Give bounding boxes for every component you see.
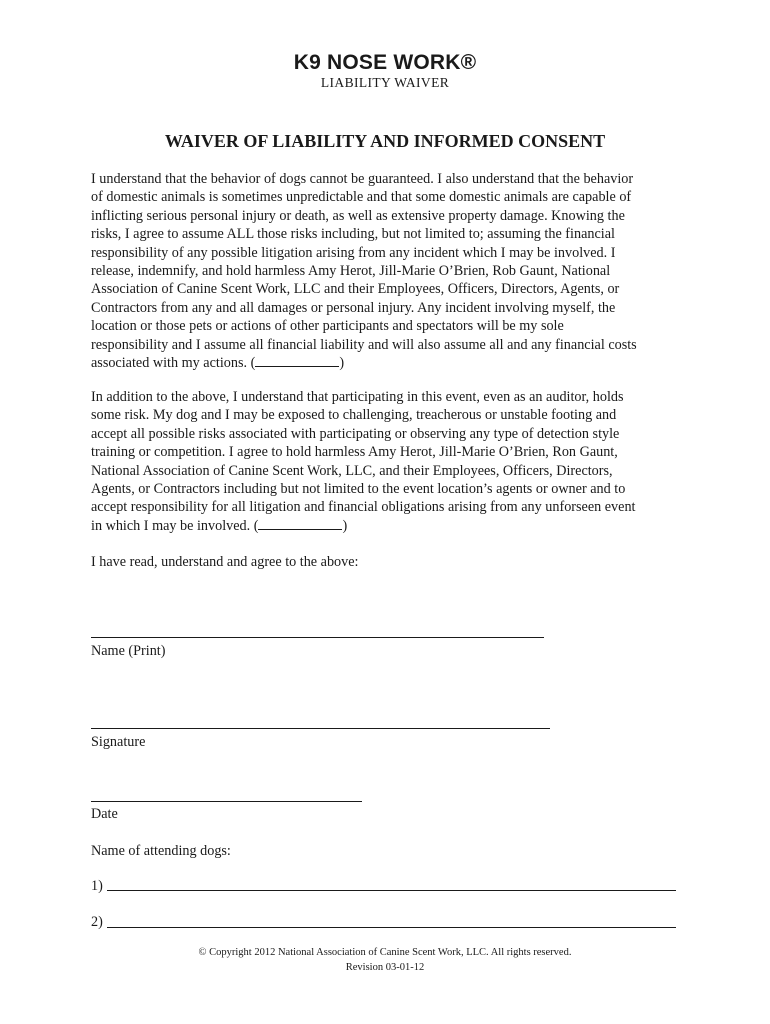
paragraph-line: release, indemnify, and hold harmless Amy Herot, Jill-Marie O’Brien, Rob Gaunt, National (91, 263, 611, 280)
paragraph-line: some risk. My dog and I may be exposed to challenging, treacherous or unstable footing and (91, 407, 617, 424)
paragraph-line: I understand that the behavior of dogs cannot be guaranteed. I also understand that the behavior (91, 171, 634, 187)
date-field[interactable] (91, 801, 362, 802)
close-paren: ) (342, 517, 348, 534)
paragraph-line: accept all possible risks associated with participating or observing any type of detection style (91, 425, 620, 442)
paragraph-line: of domestic animals is sometimes unpredictable and that some domestic animals are capable of (91, 189, 632, 206)
attending-dogs-label: Name of attending dogs: (91, 843, 231, 859)
dog-2-field[interactable] (107, 927, 676, 928)
paragraph-line-last (91, 354, 671, 372)
document-title: K9 NOSE WORK® (293, 51, 477, 74)
document-subtitle: LIABILITY WAIVER (320, 75, 450, 90)
dog-2-label: 2) (91, 914, 103, 930)
signature-field[interactable] (91, 728, 550, 729)
initials-field-1[interactable] (255, 354, 339, 367)
paragraph-line: responsibility and I assume all financial liability and will also assume all and any financial costs (91, 336, 637, 353)
paragraph-line: risks, I agree to assume ALL those risks including, but not limited to; assuming the financial (91, 226, 615, 243)
paragraph-line-text: in which I may be involved. ( (91, 517, 259, 534)
paragraph-line: accept responsibility for all litigation and financial obligations arising from any unforseen event (91, 499, 636, 516)
paragraph-line: In addition to the above, I understand that participating in this event, even as an auditor, holds (91, 389, 624, 405)
paragraph-line: Association of Canine Scent Work, LLC and their Employees, Officers, Directors, Agents, or (91, 281, 620, 298)
name-print-label: Name (Print) (91, 643, 166, 659)
paragraph-line: location or those pets or actions of other participants and spectators will be my sole (91, 318, 564, 335)
name-print-field[interactable] (91, 637, 544, 638)
close-paren: ) (339, 355, 345, 372)
waiver-heading: WAIVER OF LIABILITY AND INFORMED CONSENT (164, 131, 606, 151)
copyright-notice: © Copyright 2012 National Association of Canine Scent Work, LLC. All rights reserved. (198, 947, 572, 958)
paragraph-line: inflicting serious personal injury or death, as well as extensive property damage. Knowing the (91, 207, 625, 224)
paragraph-line: training or competition. I agree to hold harmless Amy Herot, Jill-Marie O’Brien, Ron Gaunt, (91, 444, 618, 461)
signature-label: Signature (91, 734, 146, 750)
paragraph-liability (91, 170, 671, 372)
paragraph-risk (91, 388, 671, 535)
agreement-statement: I have read, understand and agree to the above: (91, 554, 359, 570)
revision-label: Revision 03-01-12 (345, 962, 425, 973)
paragraph-line-text: associated with my actions. ( (91, 355, 256, 372)
paragraph-line: National Association of Canine Scent Work, LLC, and their Employees, Officers, Directors, (91, 462, 613, 479)
paragraph-line-last (91, 517, 671, 535)
initials-field-2[interactable] (258, 517, 342, 530)
paragraph-line: Agents, or Contractors including but not limited to the event location’s agents or owner and to (91, 481, 626, 498)
paragraph-line: responsibility of any possible litigation arising from any incident which I may be involved. I (91, 244, 616, 261)
dog-1-field[interactable] (107, 890, 676, 891)
dog-1-label: 1) (91, 878, 103, 894)
paragraph-line: Contractors from any and all damages or personal injury. Any incident involving myself, the (91, 299, 616, 316)
date-label: Date (91, 806, 118, 822)
